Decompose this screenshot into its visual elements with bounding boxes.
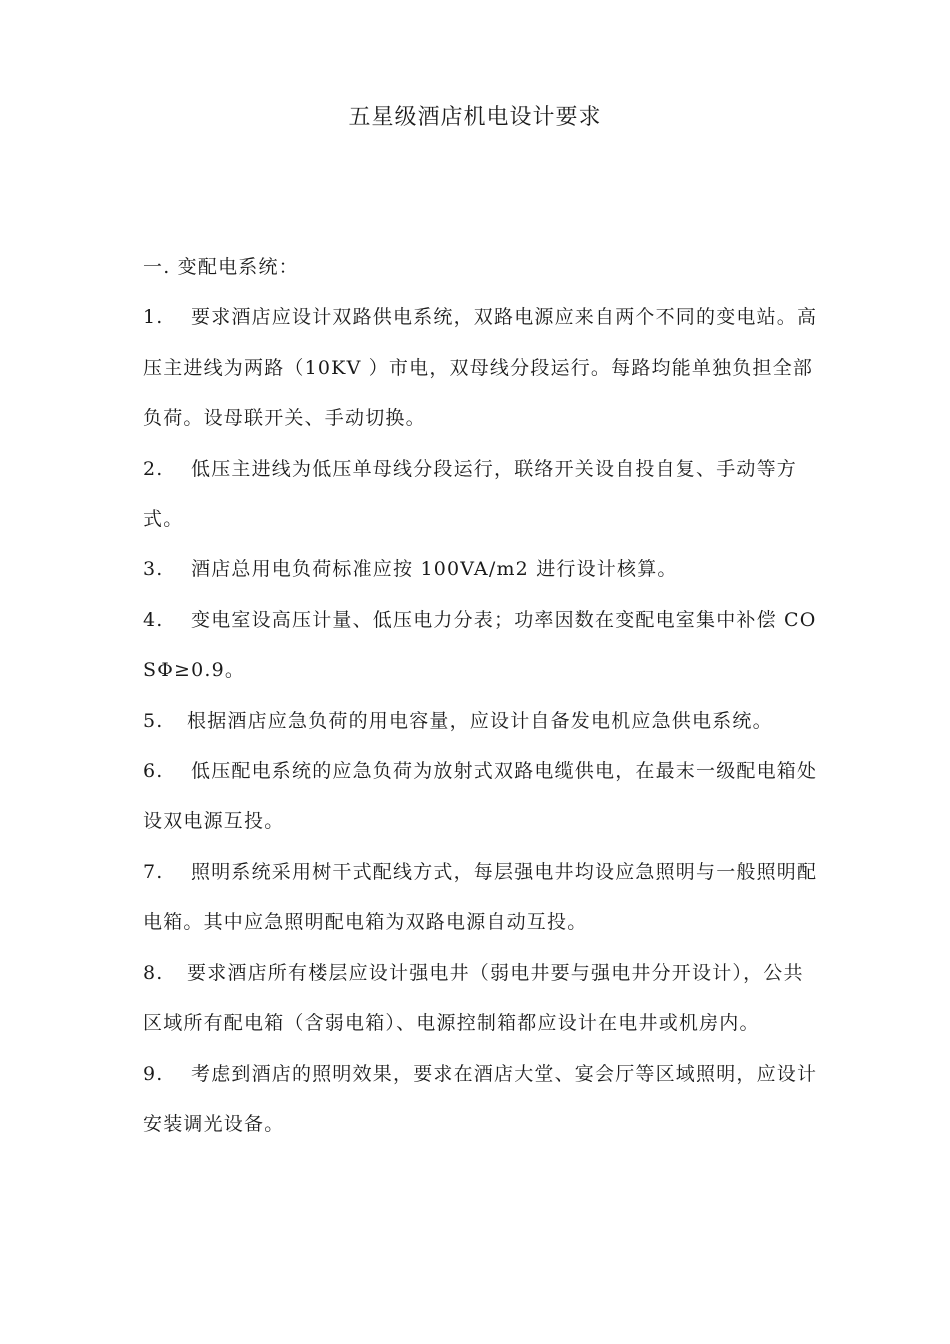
item-text: 酒店总用电负荷标准应按 100VA/m2 进行设计核算。 xyxy=(191,558,678,581)
item-text: 低压配电系统的应急负荷为放射式双路电缆供电，在最末一级配电箱处设双电源互投。 xyxy=(143,760,818,833)
item-number: 9. xyxy=(143,1062,164,1085)
document-title: 五星级酒店机电设计要求 xyxy=(348,105,602,130)
list-item xyxy=(143,847,823,948)
item-text: 变电室设高压计量、低压电力分表；功率因数在变配电室集中补偿 COSΦ≥0.9。 xyxy=(143,608,817,682)
item-number: 3. xyxy=(143,558,164,581)
list-item xyxy=(143,292,823,443)
item-number: 8. xyxy=(143,961,164,984)
item-text: 低压主进线为低压单母线分段运行，联络开关设自投自复、手动等方式。 xyxy=(143,457,798,531)
item-number: 1. xyxy=(143,306,164,329)
item-number: 7. xyxy=(143,860,164,883)
item-number: 6. xyxy=(143,760,164,783)
item-text: 要求酒店所有楼层应设计强电井（弱电井要与强电井分开设计），公共区域所有配电箱（含弱电箱）、电源控制箱都应设计在电井或机房内。 xyxy=(143,961,804,1035)
item-text: 要求酒店应设计双路供电系统，双路电源应来自两个不同的变电站。高压主进线为两路（10KV ）市电，双母线分段运行。每路均能单独负担全部负荷。设母联开关、手动切换。 xyxy=(143,306,818,430)
list-item xyxy=(143,1049,823,1150)
item-text: 照明系统采用树干式配线方式，每层强电井均设应急照明与一般照明配电箱。其中应急照明配电箱为双路电源自动互投。 xyxy=(143,860,818,934)
item-text: 考虑到酒店的照明效果，要求在酒店大堂、宴会厅等区域照明，应设计安装调光设备。 xyxy=(143,1062,818,1135)
item-text: 根据酒店应急负荷的用电容量，应设计自备发电机应急供电系统。 xyxy=(187,709,773,732)
list-item xyxy=(143,696,823,746)
list-item xyxy=(143,595,823,696)
document-body xyxy=(143,242,823,1149)
item-number: 2. xyxy=(143,457,164,480)
list-item xyxy=(143,948,823,1049)
section-heading: 一. 变配电系统： xyxy=(143,256,299,278)
list-item xyxy=(143,746,823,847)
item-number: 5. xyxy=(143,709,164,732)
list-item xyxy=(143,444,823,545)
list-item xyxy=(143,544,823,594)
item-number: 4. xyxy=(143,608,164,631)
